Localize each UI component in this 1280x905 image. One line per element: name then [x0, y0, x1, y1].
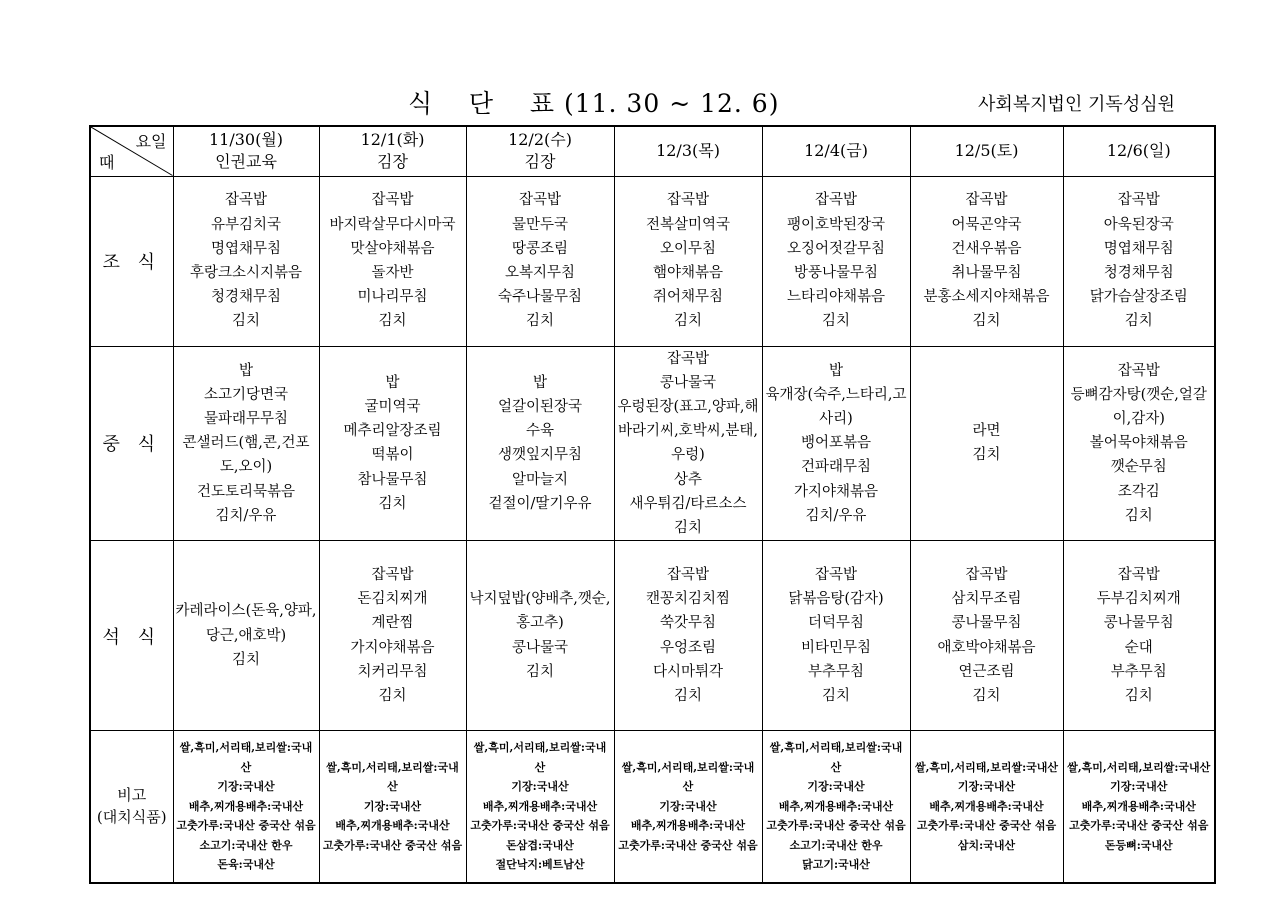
menu-item: 잡곡밥 [1117, 362, 1160, 379]
menu-item: 바지락살무다시마국 [329, 216, 456, 233]
lunch-row [90, 346, 1215, 541]
meal-cell [173, 176, 319, 346]
meal-label-lunch: 중 식 [90, 346, 173, 541]
origin-note: 배추,찌개용배추:국내산 [335, 819, 450, 833]
origin-note: 고춧가루:국내산 중국산 섞음 [176, 819, 316, 833]
menu-item: 조각김 [1117, 483, 1160, 500]
meal-cell [319, 346, 466, 541]
notes-label-sub: (대치식품) [96, 808, 167, 827]
origin-note-cell [319, 731, 466, 883]
meal-cell [173, 541, 319, 731]
origin-note: 배추,찌개용배추:국내산 [1081, 799, 1196, 813]
menu-item: 김치 [1124, 313, 1153, 330]
meal-cell [466, 541, 614, 731]
meal-cell [762, 176, 910, 346]
day-header [319, 126, 466, 176]
menu-item: 숙주나물무침 [497, 289, 583, 306]
menu-item: 잡곡밥 [371, 567, 414, 584]
menu-item: 오복지무침 [504, 265, 576, 281]
menu-item: 아욱된장국 [1103, 216, 1174, 233]
menu-item: 캔꽁치김치찜 [645, 591, 731, 608]
origin-note: 고춧가루:국내산 중국산 섞음 [1069, 819, 1209, 833]
menu-item: 연근조림 [958, 663, 1015, 680]
origin-note: 돈등뼈:국내산 [1104, 838, 1173, 852]
menu-item: 김치 [972, 447, 1001, 464]
menu-table [89, 125, 1216, 884]
menu-item: 가지야채볶음 [793, 483, 879, 500]
origin-note: 기장:국내산 [511, 780, 569, 794]
origin-note: 기장:국내산 [217, 780, 275, 794]
day-header [173, 126, 319, 176]
origin-note: 쌀,흑미,서리태,보리쌀:국내산 [179, 741, 313, 774]
meal-cell [762, 541, 910, 731]
menu-item: 김치 [673, 688, 702, 705]
menu-item: 잡곡밥 [518, 192, 562, 209]
menu-item: 비타민무침 [800, 639, 872, 656]
menu-item: 쥐어채무침 [652, 289, 724, 306]
menu-item: 잡곡밥 [666, 567, 710, 584]
day-event: 김장 [524, 152, 556, 172]
meal-cell [173, 346, 319, 541]
origin-note-cell [1063, 731, 1215, 883]
menu-item: 치커리무침 [357, 663, 428, 680]
menu-item: 물만두국 [511, 216, 569, 233]
menu-item: 명엽채무침 [210, 240, 282, 257]
meal-cell [614, 541, 762, 731]
origin-note: 쌀,흑미,서리태,보리쌀:국내산 [914, 760, 1059, 774]
menu-item: 우엉조림 [659, 639, 717, 656]
origin-note-cell [466, 731, 614, 883]
day-header [614, 126, 762, 176]
meal-label-breakfast: 조 식 [90, 176, 173, 346]
menu-item: 소고기당면국 [203, 386, 289, 403]
menu-item: 등뼈감자탕(깻순,얼갈이,감자) [1070, 386, 1207, 427]
origin-note: 배추,찌개용배추:국내산 [482, 799, 598, 813]
day-date: 12/6(일) [1106, 141, 1171, 161]
day-date: 12/3(목) [656, 141, 720, 161]
origin-note-cell [910, 731, 1063, 883]
menu-item: 닭가슴살장조림 [1089, 289, 1188, 306]
menu-item: 애호박야채볶음 [937, 639, 1036, 656]
menu-item: 잡곡밥 [1117, 567, 1160, 584]
menu-item: 오징어젓갈무침 [786, 240, 886, 257]
menu-item: 잡곡밥 [1117, 192, 1160, 209]
meal-cell [614, 346, 762, 541]
menu-item: 콩나물국 [511, 639, 569, 656]
corner-cell [90, 126, 173, 176]
menu-item: 라면 [972, 423, 1001, 440]
meal-cell [910, 176, 1063, 346]
menu-item: 참나물무침 [357, 471, 428, 488]
menu-item: 김치 [525, 663, 554, 680]
day-header [910, 126, 1063, 176]
meal-cell [910, 541, 1063, 731]
menu-item: 닭볶음탕(감자) [788, 591, 884, 608]
menu-item: 돌자반 [371, 265, 414, 281]
day-header [762, 126, 910, 176]
menu-item: 잡곡밥 [371, 192, 414, 209]
origin-note-cell [762, 731, 910, 883]
meal-cell [1063, 176, 1215, 346]
meal-cell [614, 176, 762, 346]
menu-item: 방풍나물무침 [793, 265, 879, 281]
origin-note: 절단낙지:베트남산 [495, 858, 585, 872]
menu-item: 건파래무침 [800, 459, 872, 476]
menu-item: 밥 [385, 374, 400, 391]
menu-item: 물파래무무침 [203, 411, 289, 427]
menu-item: 잡곡밥 [814, 567, 858, 584]
menu-item: 콩나물무침 [1103, 615, 1174, 632]
menu-item: 콩나물국 [659, 374, 717, 391]
origin-note: 돈육:국내산 [217, 858, 275, 872]
menu-item: 취나물무침 [951, 265, 1022, 281]
dinner-row [90, 541, 1215, 731]
menu-item: 분홍소세지야채볶음 [923, 289, 1050, 306]
menu-item: 김치/우유 [805, 507, 867, 524]
menu-item: 후랑크소시지볶음 [189, 265, 303, 281]
menu-item: 부추무침 [807, 663, 865, 680]
day-event: 인권교육 [215, 152, 277, 172]
origin-note: 기장:국내산 [957, 780, 1016, 794]
menu-item: 계란찜 [371, 615, 414, 632]
origin-note: 고춧가루:국내산 중국산 섞음 [470, 819, 610, 833]
menu-item: 김치 [231, 313, 260, 330]
menu-item: 뱅어포볶음 [800, 435, 872, 452]
corner-meal-label: 때 [99, 152, 115, 172]
origin-note: 쌀,흑미,서리태,보리쌀:국내산 [769, 741, 903, 774]
menu-item: 미나리무침 [357, 289, 428, 306]
corner-day-label: 요일 [135, 132, 167, 151]
menu-item: 김치 [673, 313, 702, 330]
menu-item: 콩나물무침 [951, 615, 1022, 632]
day-date: 12/1(화) [360, 130, 425, 150]
menu-item: 볼어묵야채볶음 [1089, 435, 1188, 452]
origin-note-cell [173, 731, 319, 883]
meal-cell [1063, 541, 1215, 731]
origin-note: 소고기:국내산 한우 [199, 838, 293, 852]
notes-label-main: 비고 [117, 786, 147, 805]
menu-item: 떡볶이 [371, 447, 414, 464]
origin-note: 쌀,흑미,서리태,보리쌀:국내산 [473, 741, 607, 774]
origin-note: 쌀,흑미,서리태,보리쌀:국내산 [621, 760, 755, 794]
menu-item: 두부김치찌개 [1096, 591, 1181, 608]
meal-cell [910, 346, 1063, 541]
menu-item: 유부김치국 [210, 216, 282, 233]
meal-label-dinner: 석 식 [90, 541, 173, 731]
menu-item: 김치 [821, 313, 850, 330]
menu-item: 육개장(숙주,느타리,고사리) [765, 386, 907, 427]
origin-note: 기장:국내산 [807, 780, 865, 794]
menu-item: 김치 [1124, 507, 1153, 524]
menu-item: 느타리야채볶음 [786, 289, 886, 306]
menu-item: 김치 [378, 313, 407, 330]
menu-item: 순대 [1124, 639, 1153, 656]
origin-note: 돈삼겹:국내산 [506, 838, 574, 852]
menu-item: 삼치무조림 [951, 591, 1022, 608]
menu-item: 얼갈이된장국 [497, 398, 583, 415]
menu-item: 굴미역국 [364, 398, 421, 415]
menu-item: 김치 [972, 688, 1001, 705]
menu-item: 카레라이스(돈육,양파,당근,애호박) [175, 603, 317, 644]
menu-item: 건새우볶음 [951, 240, 1022, 257]
meal-cell [319, 176, 466, 346]
meal-cell [466, 176, 614, 346]
menu-item: 전복살미역국 [645, 216, 731, 233]
menu-item: 잡곡밥 [666, 192, 710, 209]
day-header [1063, 126, 1215, 176]
menu-item: 생깻잎지무침 [497, 447, 583, 464]
origin-note: 삼치:국내산 [957, 838, 1016, 852]
origin-note: 배추,찌개용배추:국내산 [778, 799, 894, 813]
menu-item: 밥 [828, 362, 843, 379]
origin-note: 소고기:국내산 한우 [789, 838, 883, 852]
menu-item: 잡곡밥 [224, 192, 268, 209]
menu-item: 팽이호박된장국 [786, 216, 886, 233]
menu-item: 부추무침 [1110, 663, 1167, 680]
origin-note: 닭고기:국내산 [802, 858, 870, 872]
notes-label [90, 731, 173, 883]
menu-item: 김치 [821, 688, 850, 705]
origin-note: 기장:국내산 [659, 799, 717, 813]
origin-note-cell [614, 731, 762, 883]
menu-item: 땅콩조림 [511, 240, 569, 257]
page-title: 식 단 표 (11. 30 ~ 12. 6) [408, 89, 780, 118]
menu-item: 김치/우유 [215, 507, 277, 524]
breakfast-row [90, 176, 1215, 346]
menu-item: 잡곡밥 [666, 350, 710, 367]
day-date: 12/2(수) [508, 130, 572, 150]
menu-item: 건도토리묵볶음 [196, 483, 296, 500]
menu-item: 청경채무침 [1103, 265, 1174, 281]
day-date: 11/30(월) [208, 130, 284, 150]
menu-item: 어묵곤약국 [951, 216, 1022, 233]
menu-item: 다시마튀각 [652, 663, 724, 680]
notes-row [90, 731, 1215, 883]
origin-note: 배추,찌개용배추:국내산 [929, 799, 1044, 813]
header-row [90, 126, 1215, 176]
menu-item: 우렁된장(표고,양파,해바라기씨,호박씨,분태,우렁) [617, 398, 759, 464]
menu-item: 새우튀김/타르소스 [629, 495, 747, 512]
menu-item: 깻순무침 [1110, 459, 1167, 476]
menu-item: 햄야채볶음 [652, 265, 724, 281]
day-date: 12/5(토) [954, 141, 1019, 161]
organization-name: 사회복지법인 기독성심원 [978, 94, 1175, 115]
menu-item: 잡곡밥 [814, 192, 858, 209]
origin-note: 고춧가루:국내산 중국산 섞음 [766, 819, 906, 833]
menu-item: 김치 [673, 519, 702, 536]
meal-cell [1063, 346, 1215, 541]
menu-item: 더덕무침 [807, 615, 865, 632]
menu-item: 겉절이/딸기우유 [488, 495, 592, 512]
menu-item: 김치 [525, 313, 554, 330]
menu-item: 가지야채볶음 [350, 639, 435, 656]
menu-item: 수육 [525, 423, 554, 440]
origin-note: 기장:국내산 [1110, 780, 1168, 794]
menu-item: 맛살야채볶음 [350, 240, 435, 257]
menu-item: 김치 [1124, 688, 1153, 705]
menu-item: 김치 [378, 495, 407, 512]
origin-note: 고춧가루:국내산 중국산 섞음 [916, 819, 1057, 833]
origin-note: 고춧가루:국내산 중국산 섞음 [322, 838, 463, 852]
menu-item: 쑥갓무침 [659, 615, 717, 632]
menu-item: 청경채무침 [210, 289, 282, 306]
menu-item: 알마늘지 [511, 471, 569, 488]
day-event: 김장 [377, 152, 408, 172]
menu-item: 김치 [972, 313, 1001, 330]
origin-note: 고춧가루:국내산 중국산 섞음 [618, 838, 758, 852]
day-date: 12/4(금) [804, 141, 868, 161]
day-header [466, 126, 614, 176]
menu-item: 메추리알장조림 [343, 423, 442, 440]
menu-item: 낙지덮밥(양배추,깻순,홍고추) [469, 591, 611, 632]
menu-item: 밥 [238, 362, 253, 379]
menu-item: 잡곡밥 [965, 567, 1008, 584]
menu-item: 밥 [532, 374, 547, 391]
menu-item: 김치 [378, 688, 407, 705]
menu-item: 돈김치찌개 [357, 591, 428, 608]
origin-note: 쌀,흑미,서리태,보리쌀:국내산 [1067, 760, 1211, 774]
meal-cell [319, 541, 466, 731]
meal-cell [466, 346, 614, 541]
menu-item: 오이무침 [659, 240, 717, 257]
menu-item: 상추 [673, 471, 702, 488]
origin-note: 배추,찌개용배추:국내산 [630, 819, 746, 833]
meal-cell [762, 346, 910, 541]
menu-item: 명엽채무침 [1103, 240, 1174, 257]
origin-note: 기장:국내산 [363, 799, 422, 813]
origin-note: 배추,찌개용배추:국내산 [188, 799, 304, 813]
menu-item: 김치 [231, 651, 260, 668]
menu-item: 잡곡밥 [965, 192, 1008, 209]
menu-item: 콘샐러드(햄,콘,건포도,오이) [182, 435, 310, 476]
origin-note: 쌀,흑미,서리태,보리쌀:국내산 [326, 760, 459, 794]
